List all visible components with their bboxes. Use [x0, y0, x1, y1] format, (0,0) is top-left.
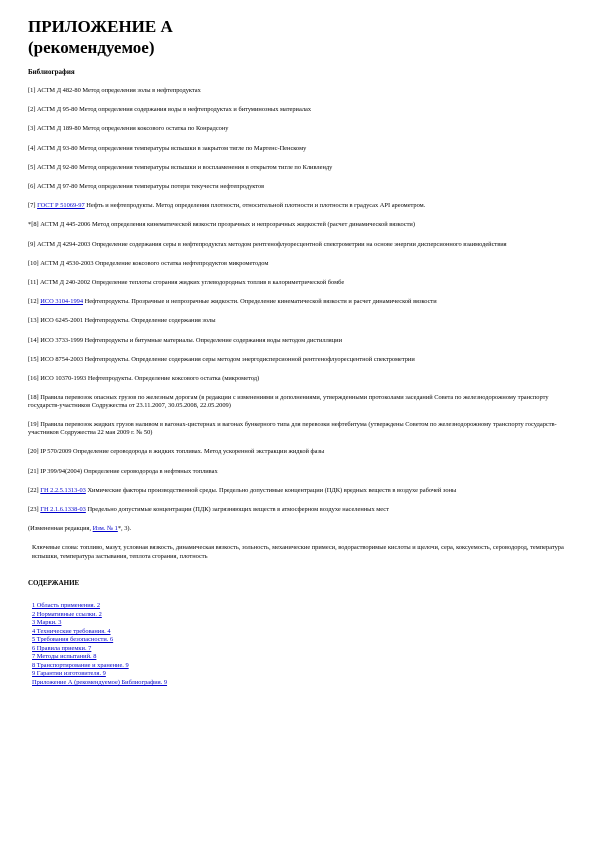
reference-item — [28, 468, 573, 476]
reference-text: [1] АСТМ Д 482-80 Метод определения золы в нефтепродуктах — [28, 87, 201, 94]
reference-item — [28, 506, 573, 514]
reference-text: [23] — [28, 506, 41, 514]
title-line-2: (рекомендуемое) — [28, 38, 155, 57]
reference-item — [28, 125, 573, 133]
reference-text: [20] IP 570/2009 Определение сероводорода в жидких топливах. Метод ускоренной экстракции жидкой фазы — [28, 448, 325, 456]
reference-text: [7] — [28, 202, 38, 210]
reference-link[interactable]: ГОСТ Р 51069-97 — [37, 202, 85, 210]
reference-item — [28, 260, 573, 268]
toc-link[interactable]: 2 Нормативные ссылки. 2 — [32, 610, 102, 618]
toc-link[interactable]: 3 Марки. 3 — [32, 619, 62, 627]
reference-item — [28, 202, 573, 210]
reference-item — [28, 421, 573, 437]
changes-note-post: *, 3). — [117, 525, 132, 533]
reference-text: [12] — [28, 298, 41, 306]
reference-link[interactable]: ИСО 3104-1994 — [40, 298, 84, 306]
changes-note — [28, 525, 573, 533]
reference-text: [9] АСТМ Д 4294-2003 Определение содержания серы в нефтепродуктах методом рентгенофлуоресцентной спектрометрии на основе энергии дисперсионного взаимодействия — [28, 240, 507, 248]
reference-item — [28, 337, 573, 345]
reference-text: [21] IP 399/94(2004) Определение сероводорода в нефтяных топливах — [28, 467, 218, 475]
reference-text: [13] ИСО 6245-2001 Нефтепродукты. Определение содержания золы — [28, 317, 216, 325]
toc-heading: СОДЕРЖАНИЕ — [28, 579, 80, 588]
reference-item — [28, 221, 573, 229]
reference-text: [5] АСТМ Д 92-80 Метод определения температуры вспышки и воспламенения в открытом тигле по Кливленду — [28, 163, 333, 171]
changes-link[interactable]: Изм. № 1 — [92, 525, 118, 533]
reference-item — [28, 375, 573, 383]
reference-text: [3] АСТМ Д 189-80 Метод определения коксового остатка по Конрадсону — [28, 125, 229, 133]
reference-text-continued: Нефтепродукты. Прозрачные и непрозрачные жидкости. Определение кинематической вязкости и расчет динамической вязкости — [83, 298, 437, 306]
reference-text-continued: Нефть и нефтепродукты. Метод определения плотности, относительной плотности и плотности в градусах API ареометром. — [84, 202, 426, 210]
reference-text-continued: Предельно допустимые концентрации (ПДК) загрязняющих веществ в атмосферном воздухе населенных мест — [85, 506, 389, 514]
document-page — [28, 16, 573, 687]
toc-link[interactable]: 5 Требования безопасности. 6 — [32, 636, 114, 644]
reference-item — [28, 487, 573, 495]
toc-link[interactable]: 9 Гарантии изготовителя. 9 — [32, 670, 106, 678]
reference-item — [28, 356, 573, 364]
reference-text: [6] АСТМ Д 97-80 Метод определения температуры потери текучести нефтепродуктов — [28, 183, 265, 191]
reference-item — [28, 241, 573, 249]
reference-item — [28, 183, 573, 191]
reference-text: *[8] АСТМ Д 445-2006 Метод определения кинематической вязкости прозрачных и непрозрачных жидкостей (расчет динамической вязкости) — [28, 221, 415, 229]
reference-text: [18] Правила перевозок опасных грузов по железным дорогам (в редакции с изменениями и дополнениями, утвержденными протоколами заседаний Совета по железнодорожному транспорту государств-участников Содружества от 23.11.2007, 30.05.2008, 22.05.2009) — [28, 394, 549, 410]
reference-link[interactable]: ГН 2.2.5.1313-03 — [40, 486, 86, 494]
toc-link[interactable]: 8 Транспортирование и хранение. 9 — [32, 661, 129, 669]
title-line-1: ПРИЛОЖЕНИЕ А — [28, 17, 173, 36]
reference-text: [10] АСТМ Д 4530-2003 Определение коксового остатка нефтепродуктов микрометодом — [28, 259, 269, 267]
reference-item — [28, 106, 573, 114]
reference-item — [28, 394, 573, 410]
table-of-contents — [32, 602, 573, 687]
page-title — [28, 16, 573, 58]
bibliography-heading: Библиография — [28, 68, 75, 76]
reference-text-continued: Химические факторы производственной среды. Предельно допустимые концентрации (ПДК) вредных веществ в воздухе рабочей зоны — [85, 486, 457, 494]
keywords-text: Ключевые слова: топливо, мазут, условная вязкость, динамическая вязкость, зольность, механические примеси, водорастворимые кислоты и щелочи, сера, коксуемость, сероводород, температура вспышки, температура застывания, теплота сгорания, плотность — [32, 544, 564, 560]
toc-link[interactable]: Приложение А (рекомендуемое) Библиография. 9 — [32, 678, 168, 686]
reference-text: [4] АСТМ Д 93-80 Метод определения температуры вспышки в закрытом тигле по Мартенс-Пенскому — [28, 144, 307, 152]
reference-item — [28, 164, 573, 172]
reference-item — [28, 87, 573, 95]
reference-text: [19] Правила перевозок жидких грузов наливом в вагонах-цистернах и вагонах бункерного типа для перевозки нефтебитума (утверждены Советом по железнодорожному транспорту государств-участников Содружества 22 мая 2009 г. № 50) — [28, 421, 557, 437]
toc-link[interactable]: 1 Область применения. 2 — [32, 602, 101, 610]
reference-item — [28, 279, 573, 287]
reference-list — [28, 87, 573, 514]
reference-text: [15] ИСО 8754-2003 Нефтепродукты. Определение содержания серы методом энергодисперсионной рентгенофлуоресцентной спектрометрии — [28, 355, 415, 363]
reference-text: [11] АСТМ Д 240-2002 Определение теплоты сгорания жидких углеводородных топлив в калориметрической бомбе — [28, 279, 345, 287]
reference-text: [22] — [28, 486, 41, 494]
toc-link[interactable]: 7 Методы испытаний. 8 — [32, 653, 97, 661]
reference-item — [28, 448, 573, 456]
toc-link[interactable]: 6 Правила приемки. 7 — [32, 644, 92, 652]
changes-note-pre: (Измененная редакция, — [28, 525, 93, 533]
reference-text: [14] ИСО 3733-1999 Нефтепродукты и битумные материалы. Определение содержания воды методом дистилляции — [28, 336, 343, 344]
reference-item — [28, 298, 573, 306]
toc-link[interactable]: 4 Технические требования. 4 — [32, 627, 111, 635]
reference-text: [16] ИСО 10370-1993 Нефтепродукты. Определение коксового остатка (микрометод) — [28, 375, 260, 383]
reference-link[interactable]: ГН 2.1.6.1338-03 — [40, 506, 86, 514]
reference-text: [2] АСТМ Д 95-80 Метод определения содержания воды в нефтепродуктах и битуминозных материалах — [28, 106, 312, 114]
reference-item — [28, 317, 573, 325]
reference-item — [28, 145, 573, 153]
